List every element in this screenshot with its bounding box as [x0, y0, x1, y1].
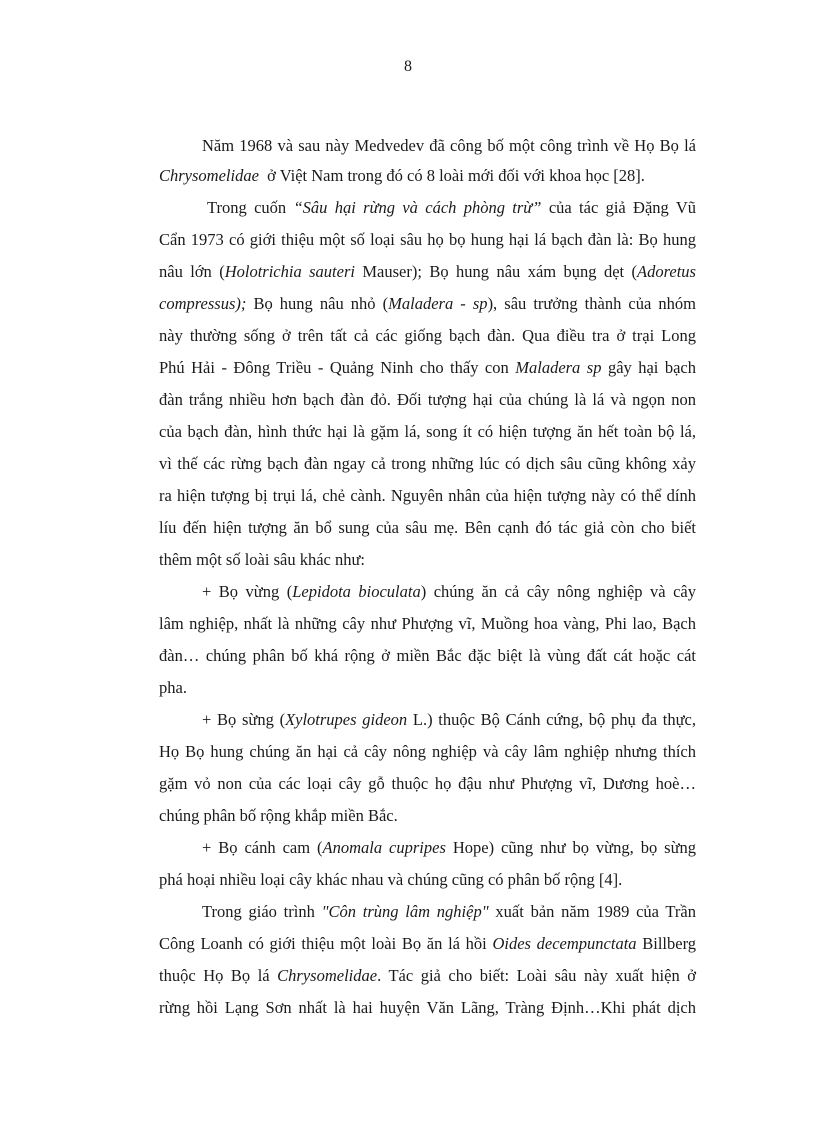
- page-number: 8: [404, 58, 412, 75]
- species-name: Chrysomelidae: [277, 966, 378, 985]
- text-line: + Bọ vừng (Lepidota bioculata) chúng ăn cả cây nông nghiệp và cây: [202, 582, 696, 601]
- text-line: chúng phân bố rộng khắp miền Bắc.: [159, 806, 398, 825]
- text-line: rừng hồi Lạng Sơn nhất là hai huyện Văn Lãng, Tràng Định…Khi phát dịch: [159, 998, 696, 1017]
- text-line: của bạch đàn, hình thức hại là gặm lá, song ít có hiện tượng ăn hết toàn bộ lá,: [159, 422, 696, 441]
- text-line: phá hoại nhiều loại cây khác nhau và chúng cũng có phân bố rộng [4].: [159, 870, 623, 889]
- text-line: + Bọ cánh cam (Anomala cupripes Hope) cũng như bọ vừng, bọ sừng: [202, 838, 697, 857]
- species-name: Holotrichia sauteri: [224, 262, 355, 281]
- book-title: “Sâu hại rừng và cách phòng trừ”: [293, 198, 542, 217]
- text-line: Phú Hải - Đông Triều - Quảng Ninh cho thấy con Maladera sp gây hại bạch: [159, 358, 697, 377]
- text-line: Trong giáo trình "Côn trùng lâm nghiệp" xuất bản năm 1989 của Trần: [202, 902, 696, 921]
- text-line: lâm nghiệp, nhất là những cây như Phượng vĩ, Muồng hoa vàng, Phi lao, Bạch: [159, 614, 696, 633]
- species-name: Lepidota bioculata: [292, 582, 421, 601]
- text-line: nâu lớn (Holotrichia sauteri Mauser); Bọ hung nâu xám bụng dẹt (Adoretus: [159, 262, 696, 281]
- text-line: vì thế các rừng bạch đàn ngay cả trong những lúc có dịch sâu cũng không xảy: [159, 454, 696, 473]
- text-line: Cẩn 1973 có giới thiệu một số loại sâu họ bọ hung hại lá bạch đàn là: Bọ hung: [159, 230, 696, 249]
- species-name: Oides decempunctata: [492, 934, 637, 953]
- species-name: Maladera - sp: [388, 294, 488, 313]
- text-line: Năm 1968 và sau này Medvedev đã công bố một công trình về Họ Bọ lá: [202, 136, 696, 155]
- species-name: Anomala cupripes: [322, 838, 446, 857]
- species-name: Xylotrupes gideon: [285, 710, 408, 729]
- text-line: líu đến hiện tượng ăn bổ sung của sâu mẹ. Bên cạnh đó tác giả còn cho biết: [159, 518, 696, 537]
- species-name: Maladera sp: [515, 358, 602, 377]
- text-line: Họ Bọ hung chúng ăn hại cả cây nông nghiệp và cây lâm nghiệp nhưng thích: [159, 742, 696, 761]
- text-line: gặm vỏ non của các loại cây gỗ thuộc họ đậu như Phượng vĩ, Dương hoè…: [159, 774, 696, 793]
- text-line: Chrysomelidae ở Việt Nam trong đó có 8 loài mới đối với khoa học [28].: [159, 166, 645, 185]
- text-line: đàn trắng nhiều hơn bạch đàn đỏ. Đối tượng hại của chúng là lá và ngọn non: [159, 390, 696, 409]
- text-line: pha.: [159, 678, 187, 697]
- text-line: ra hiện tượng bị trụi lá, chẻ cành. Nguyên nhân của hiện tượng này có thể dính: [159, 486, 696, 505]
- text-line: compressus); Bọ hung nâu nhỏ (Maladera - sp), sâu trưởng thành của nhóm: [159, 294, 696, 313]
- text-line: thuộc Họ Bọ lá Chrysomelidae. Tác giả cho biết: Loài sâu này xuất hiện ở: [159, 966, 696, 985]
- book-title: "Côn trùng lâm nghiệp": [321, 902, 489, 921]
- text-line: thêm một số loài sâu khác như:: [159, 550, 365, 569]
- text-line: đàn… chúng phân bố khá rộng ở miền Bắc đặc biệt là vùng đất cát hoặc cát: [159, 646, 696, 665]
- species-name: Adoretus: [637, 262, 696, 281]
- text-line: Trong cuốn “Sâu hại rừng và cách phòng trừ” của tác giả Đặng Vũ: [207, 198, 696, 217]
- species-name: compressus);: [159, 294, 247, 313]
- text-line: này thường sống ở trên tất cả các giống bạch đàn. Qua điều tra ở trại Long: [159, 326, 696, 345]
- text-line: + Bọ sừng (Xylotrupes gideon L.) thuộc Bộ Cánh cứng, bộ phụ đa thực,: [202, 710, 696, 729]
- species-name: Chrysomelidae: [159, 166, 259, 185]
- text-line: Công Loanh có giới thiệu một loài Bọ ăn lá hồi Oides decempunctata Billberg: [159, 934, 697, 953]
